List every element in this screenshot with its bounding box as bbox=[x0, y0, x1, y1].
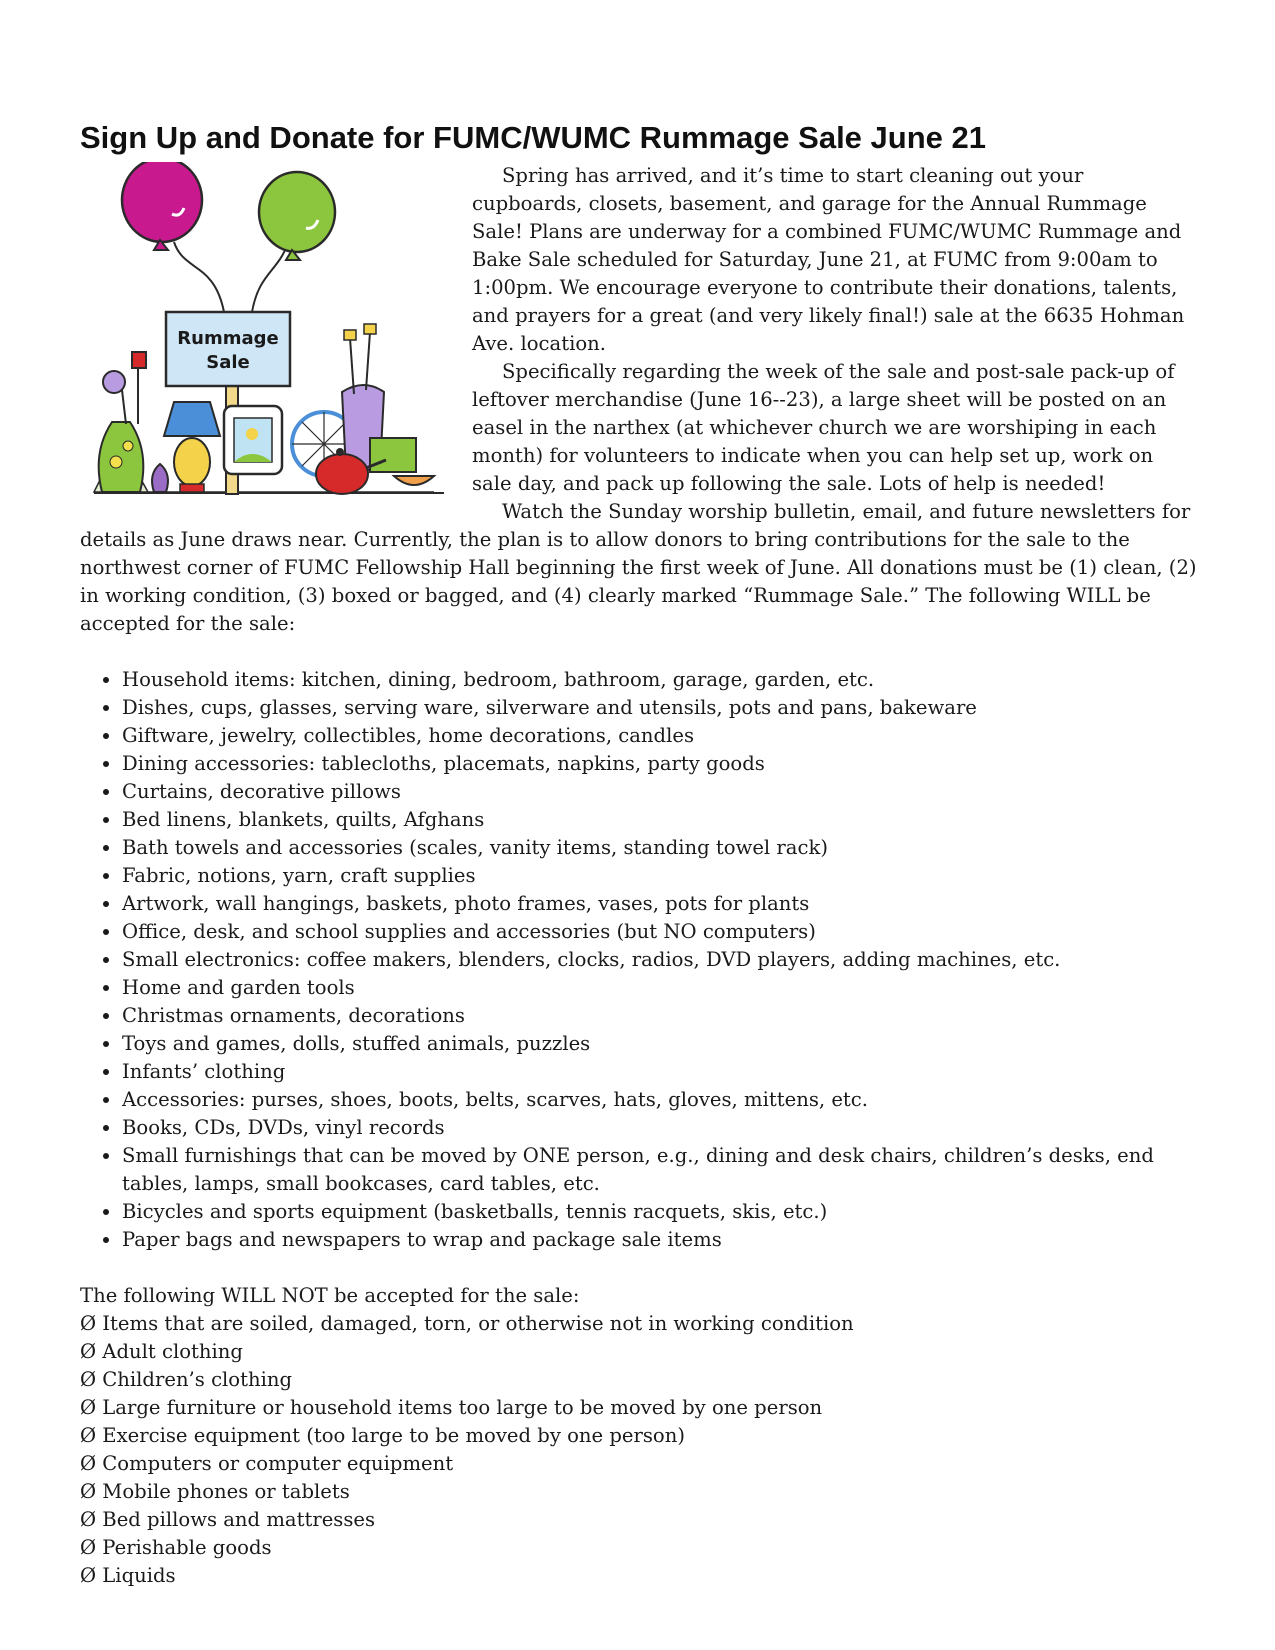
accepted-item: • Paper bags and newspapers to wrap and package sale items bbox=[122, 1226, 1198, 1254]
volunteer-paragraph: Specifically regarding the week of the sale and post-sale pack-up of leftover merchandise (June 16--23), a large sheet will be posted on an easel in the narthex (at whichever church we are worshiping in each month) for volunteers to indicate when you can help set up, work on sale day, and pack up following the sale. Lots of help is needed! bbox=[472, 360, 1175, 495]
accepted-item: • Bath towels and accessories (scales, vanity items, standing towel rack) bbox=[122, 834, 1198, 862]
accepted-item: • Toys and games, dolls, stuffed animals, puzzles bbox=[122, 1030, 1198, 1058]
accepted-item: • Artwork, wall hangings, baskets, photo frames, vases, pots for plants bbox=[122, 890, 1198, 918]
sign-text-line2: Sale bbox=[206, 352, 250, 373]
not-accepted-item: Ø Items that are soiled, damaged, torn, or otherwise not in working condition bbox=[80, 1312, 854, 1335]
accepted-item: • Bicycles and sports equipment (basketballs, tennis racquets, skis, etc.) bbox=[122, 1198, 1198, 1226]
accepted-item: • Christmas ornaments, decorations bbox=[122, 1002, 1198, 1030]
accepted-item: • Curtains, decorative pillows bbox=[122, 778, 1198, 806]
accepted-item: • Giftware, jewelry, collectibles, home decorations, candles bbox=[122, 722, 1198, 750]
article-title: Sign Up and Donate for FUMC/WUMC Rummage Sale June 21 bbox=[80, 120, 986, 155]
accepted-item: • Dishes, cups, glasses, serving ware, silverware and utensils, pots and pans, bakeware bbox=[122, 694, 1198, 722]
not-accepted-item: Ø Bed pillows and mattresses bbox=[80, 1508, 376, 1531]
intro-paragraph: Spring has arrived, and it’s time to start cleaning out your cupboards, closets, basement, and garage for the Annual Rummage Sale! Plans are underway for a combined FUMC/WUMC Rummage and Bake Sale scheduled for Saturday, June 21, at FUMC from 9:00am to 1:00pm. We encourage everyone to contribute their donations, talents, and prayers for a great (and very likely final!) sale at the 6635 Hohman Ave. location. bbox=[472, 164, 1185, 355]
accepted-item: • Home and garden tools bbox=[122, 974, 1198, 1002]
accepted-item: • Household items: kitchen, dining, bedroom, bathroom, garage, garden, etc. bbox=[122, 666, 1198, 694]
not-accepted-heading: The following WILL NOT be accepted for the sale: bbox=[80, 1284, 580, 1307]
article-body bbox=[80, 162, 1198, 1590]
accepted-item: • Fabric, notions, yarn, craft supplies bbox=[122, 862, 1198, 890]
accepted-item: • Small furnishings that can be moved by ONE person, e.g., dining and desk chairs, children’s desks, end tables, lamps, small bookcases, card tables, etc. bbox=[122, 1142, 1198, 1198]
accepted-item: • Infants’ clothing bbox=[122, 1058, 1198, 1086]
accepted-items-list bbox=[80, 666, 1198, 1254]
not-accepted-item: Ø Exercise equipment (too large to be moved by one person) bbox=[80, 1424, 685, 1447]
accepted-item: • Dining accessories: tablecloths, placemats, napkins, party goods bbox=[122, 750, 1198, 778]
sign-text-line1: Rummage bbox=[177, 328, 279, 349]
not-accepted-item: Ø Perishable goods bbox=[80, 1536, 272, 1559]
not-accepted-item: Ø Adult clothing bbox=[80, 1340, 243, 1363]
not-accepted-item: Ø Large furniture or household items too large to be moved by one person bbox=[80, 1396, 823, 1419]
accepted-item: • Books, CDs, DVDs, vinyl records bbox=[122, 1114, 1198, 1142]
newsletter-article bbox=[80, 118, 1198, 1590]
not-accepted-items-list bbox=[80, 1310, 1198, 1590]
accepted-item: • Bed linens, blankets, quilts, Afghans bbox=[122, 806, 1198, 834]
accepted-item: • Office, desk, and school supplies and accessories (but NO computers) bbox=[122, 918, 1198, 946]
accepted-item: • Accessories: purses, shoes, boots, belts, scarves, hats, gloves, mittens, etc. bbox=[122, 1086, 1198, 1114]
not-accepted-item: Ø Children’s clothing bbox=[80, 1368, 293, 1391]
not-accepted-item: Ø Mobile phones or tablets bbox=[80, 1480, 350, 1503]
rummage-sale-illustration bbox=[74, 162, 464, 508]
rummage-sale-clipart bbox=[74, 162, 464, 508]
accepted-item: • Small electronics: coffee makers, blenders, clocks, radios, DVD players, adding machines, etc. bbox=[122, 946, 1198, 974]
not-accepted-item: Ø Liquids bbox=[80, 1564, 176, 1587]
not-accepted-item: Ø Computers or computer equipment bbox=[80, 1452, 454, 1475]
donation-instructions-paragraph: Watch the Sunday worship bulletin, email, and future newsletters for details as June draws near. Currently, the plan is to allow donors to bring contributions for the sale to the northwest corner of FUMC Fellowship Hall beginning the first week of June. All donations must be (1) clean, (2) in working condition, (3) boxed or bagged, and (4) clearly marked “Rummage Sale.” The following WILL be accepted for the sale: bbox=[80, 500, 1197, 635]
